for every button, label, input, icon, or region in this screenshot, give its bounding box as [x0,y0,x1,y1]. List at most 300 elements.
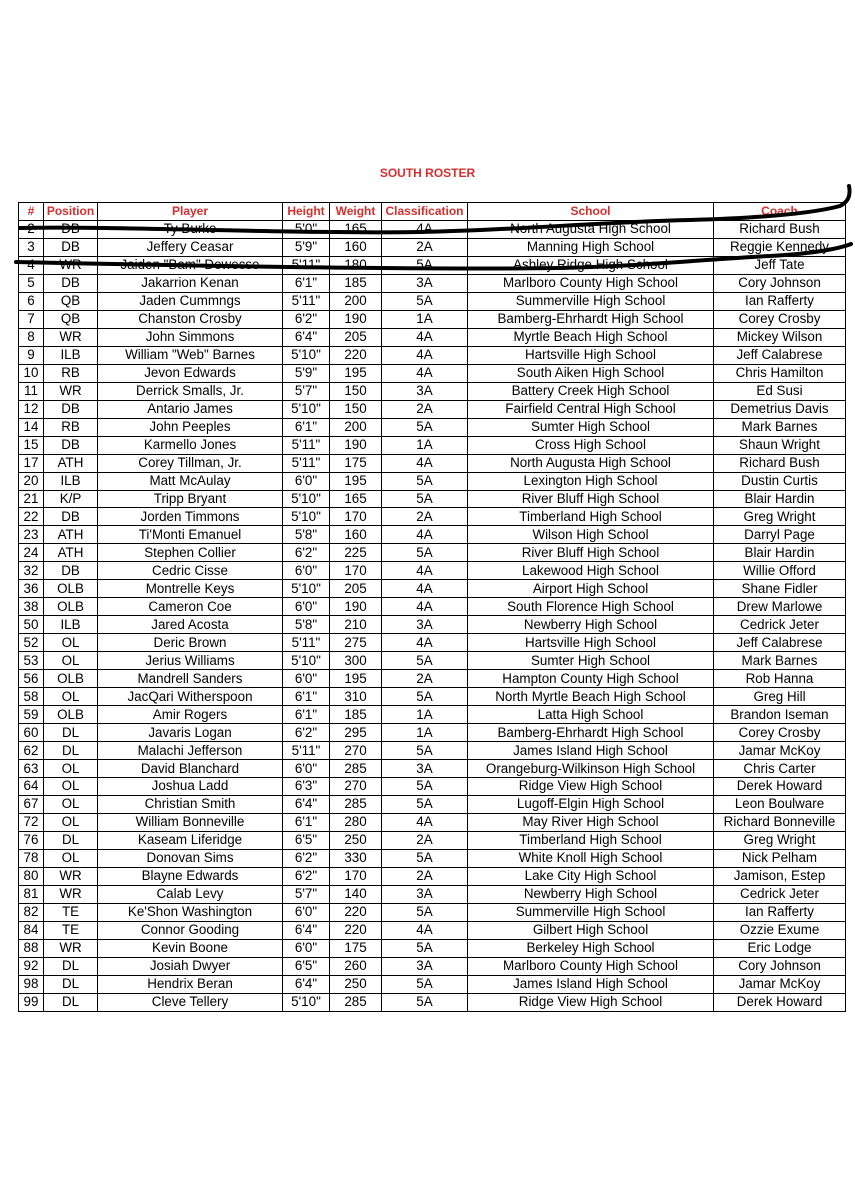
cell-number: 98 [19,975,44,993]
cell-classification: 3A [382,760,468,778]
cell-weight: 170 [330,508,382,526]
cell-position: OL [44,760,98,778]
cell-height: 6'0" [283,598,330,616]
cell-weight: 260 [330,957,382,975]
cell-position: ILB [44,472,98,490]
cell-position: OLB [44,598,98,616]
cell-height: 5'11" [283,292,330,310]
cell-coach: Mark Barnes [714,652,846,670]
cell-classification: 4A [382,813,468,831]
cell-player: Jerius Williams [98,652,283,670]
cell-position: OL [44,688,98,706]
column-header-position: Position [44,203,98,221]
cell-weight: 170 [330,562,382,580]
cell-player: Cedric Cisse [98,562,283,580]
cell-school: Marlboro County High School [468,957,714,975]
cell-school: White Knoll High School [468,849,714,867]
cell-school: Airport High School [468,580,714,598]
cell-coach: Jeff Calabrese [714,346,846,364]
cell-player: Chanston Crosby [98,310,283,328]
cell-coach: Corey Crosby [714,310,846,328]
cell-school: James Island High School [468,975,714,993]
cell-number: 78 [19,849,44,867]
cell-height: 5'10" [283,490,330,508]
cell-classification: 5A [382,849,468,867]
cell-player: Jared Acosta [98,616,283,634]
cell-number: 22 [19,508,44,526]
cell-height: 5'10" [283,993,330,1011]
cell-position: TE [44,921,98,939]
cell-height: 5'7" [283,885,330,903]
cell-school: Hartsville High School [468,346,714,364]
cell-number: 81 [19,885,44,903]
cell-coach: Rob Hanna [714,670,846,688]
cell-player: Hendrix Beran [98,975,283,993]
cell-school: Latta High School [468,706,714,724]
cell-classification: 5A [382,472,468,490]
cell-school: Wilson High School [468,526,714,544]
cell-height: 5'10" [283,652,330,670]
cell-weight: 160 [330,238,382,256]
cell-coach: Leon Boulware [714,795,846,813]
cell-number: 36 [19,580,44,598]
cell-height: 6'4" [283,975,330,993]
cell-coach: Dustin Curtis [714,472,846,490]
cell-number: 2 [19,220,44,238]
cell-school: Timberland High School [468,508,714,526]
cell-coach: Ed Susi [714,382,846,400]
cell-classification: 1A [382,310,468,328]
cell-weight: 295 [330,724,382,742]
cell-classification: 4A [382,526,468,544]
cell-player: Ti'Monti Emanuel [98,526,283,544]
cell-weight: 165 [330,220,382,238]
cell-school: Bamberg-Ehrhardt High School [468,310,714,328]
cell-player: Ty Burke [98,220,283,238]
cell-number: 76 [19,831,44,849]
cell-weight: 220 [330,346,382,364]
cell-school: Sumter High School [468,652,714,670]
cell-number: 58 [19,688,44,706]
cell-position: OL [44,778,98,796]
cell-player: Jevon Edwards [98,364,283,382]
cell-school: Ridge View High School [468,778,714,796]
cell-number: 23 [19,526,44,544]
cell-position: OLB [44,580,98,598]
cell-number: 60 [19,724,44,742]
cell-coach: Ian Rafferty [714,903,846,921]
cell-number: 50 [19,616,44,634]
column-header-weight: Weight [330,203,382,221]
cell-player: Jaiden "Bam" Dewecse [98,256,283,274]
cell-coach: Cory Johnson [714,274,846,292]
cell-position: TE [44,903,98,921]
cell-school: Manning High School [468,238,714,256]
cell-classification: 4A [382,364,468,382]
cell-weight: 250 [330,831,382,849]
cell-classification: 2A [382,867,468,885]
cell-weight: 225 [330,544,382,562]
column-header-coach: Coach [714,203,846,221]
cell-coach: Greg Hill [714,688,846,706]
cell-weight: 220 [330,903,382,921]
cell-position: QB [44,292,98,310]
cell-height: 6'1" [283,688,330,706]
cell-coach: Ozzie Exume [714,921,846,939]
cell-coach: Blair Hardin [714,490,846,508]
cell-height: 6'3" [283,778,330,796]
cell-classification: 3A [382,616,468,634]
cell-number: 10 [19,364,44,382]
cell-school: North Myrtle Beach High School [468,688,714,706]
cell-coach: Blair Hardin [714,544,846,562]
cell-player: Josiah Dwyer [98,957,283,975]
cell-weight: 140 [330,885,382,903]
cell-player: Christian Smith [98,795,283,813]
cell-coach: Eric Lodge [714,939,846,957]
cell-coach: Jeff Tate [714,256,846,274]
cell-height: 6'0" [283,939,330,957]
cell-position: K/P [44,490,98,508]
cell-height: 5'11" [283,454,330,472]
cell-classification: 3A [382,274,468,292]
cell-height: 5'11" [283,436,330,454]
cell-classification: 4A [382,328,468,346]
cell-position: WR [44,328,98,346]
cell-number: 8 [19,328,44,346]
cell-school: Myrtle Beach High School [468,328,714,346]
cell-coach: Ian Rafferty [714,292,846,310]
cell-height: 5'9" [283,364,330,382]
cell-weight: 285 [330,760,382,778]
cell-player: Calab Levy [98,885,283,903]
cell-height: 6'2" [283,544,330,562]
cell-classification: 4A [382,580,468,598]
cell-player: JacQari Witherspoon [98,688,283,706]
cell-classification: 4A [382,454,468,472]
cell-player: Karmello Jones [98,436,283,454]
cell-weight: 165 [330,490,382,508]
cell-height: 5'11" [283,256,330,274]
cell-height: 5'8" [283,616,330,634]
cell-school: Lakewood High School [468,562,714,580]
cell-position: WR [44,939,98,957]
cell-height: 6'0" [283,760,330,778]
cell-player: Ke'Shon Washington [98,903,283,921]
cell-player: Kaseam Liferidge [98,831,283,849]
cell-position: OLB [44,670,98,688]
cell-position: ATH [44,526,98,544]
cell-player: Deric Brown [98,634,283,652]
cell-player: Javaris Logan [98,724,283,742]
cell-player: William "Web" Barnes [98,346,283,364]
cell-coach: Richard Bonneville [714,813,846,831]
cell-school: Lugoff-Elgin High School [468,795,714,813]
cell-school: North Augusta High School [468,454,714,472]
cell-height: 6'0" [283,670,330,688]
cell-number: 24 [19,544,44,562]
cell-number: 21 [19,490,44,508]
cell-weight: 175 [330,939,382,957]
cell-weight: 190 [330,598,382,616]
cell-height: 6'0" [283,903,330,921]
cell-player: Blayne Edwards [98,867,283,885]
cell-weight: 150 [330,382,382,400]
cell-position: DB [44,220,98,238]
cell-height: 6'1" [283,274,330,292]
cell-height: 5'10" [283,508,330,526]
cell-player: Joshua Ladd [98,778,283,796]
cell-number: 72 [19,813,44,831]
cell-number: 64 [19,778,44,796]
cell-weight: 200 [330,418,382,436]
cell-height: 6'2" [283,310,330,328]
cell-height: 5'8" [283,526,330,544]
cell-player: Amir Rogers [98,706,283,724]
cell-height: 6'1" [283,813,330,831]
cell-position: RB [44,364,98,382]
cell-school: Sumter High School [468,418,714,436]
cell-number: 67 [19,795,44,813]
cell-school: Summerville High School [468,292,714,310]
cell-number: 17 [19,454,44,472]
cell-coach: Brandon Iseman [714,706,846,724]
cell-classification: 5A [382,292,468,310]
cell-position: WR [44,885,98,903]
cell-coach: Reggie Kennedy [714,238,846,256]
cell-school: Hartsville High School [468,634,714,652]
cell-height: 6'5" [283,831,330,849]
cell-weight: 280 [330,813,382,831]
cell-classification: 5A [382,418,468,436]
cell-player: Cameron Coe [98,598,283,616]
cell-number: 59 [19,706,44,724]
cell-height: 6'4" [283,328,330,346]
cell-school: Summerville High School [468,903,714,921]
cell-player: John Peeples [98,418,283,436]
cell-coach: Corey Crosby [714,724,846,742]
cell-weight: 205 [330,580,382,598]
cell-coach: Cedrick Jeter [714,616,846,634]
cell-player: Corey Tillman, Jr. [98,454,283,472]
cell-coach: Jeff Calabrese [714,634,846,652]
cell-number: 14 [19,418,44,436]
cell-school: Lake City High School [468,867,714,885]
cell-weight: 175 [330,454,382,472]
cell-coach: Jamar McKoy [714,742,846,760]
cell-school: Cross High School [468,436,714,454]
cell-school: North Augusta High School [468,220,714,238]
cell-player: Antario James [98,400,283,418]
cell-coach: Greg Wright [714,508,846,526]
cell-classification: 5A [382,652,468,670]
cell-position: DB [44,274,98,292]
cell-weight: 185 [330,274,382,292]
cell-classification: 2A [382,400,468,418]
cell-school: Newberry High School [468,885,714,903]
cell-classification: 2A [382,238,468,256]
cell-school: Battery Creek High School [468,382,714,400]
cell-coach: Derek Howard [714,778,846,796]
cell-classification: 5A [382,778,468,796]
cell-number: 52 [19,634,44,652]
cell-number: 11 [19,382,44,400]
cell-classification: 4A [382,634,468,652]
cell-school: Ashley Ridge High School [468,256,714,274]
cell-position: DL [44,742,98,760]
cell-position: WR [44,867,98,885]
cell-player: Cleve Tellery [98,993,283,1011]
cell-classification: 2A [382,508,468,526]
cell-school: South Aiken High School [468,364,714,382]
cell-height: 5'0" [283,220,330,238]
cell-weight: 200 [330,292,382,310]
cell-position: OL [44,795,98,813]
column-header-number: # [19,203,44,221]
page-title: SOUTH ROSTER [379,166,476,180]
cell-classification: 4A [382,921,468,939]
cell-coach: Jamison, Estep [714,867,846,885]
cell-classification: 5A [382,490,468,508]
cell-number: 4 [19,256,44,274]
cell-position: QB [44,310,98,328]
cell-position: OL [44,813,98,831]
cell-height: 5'11" [283,742,330,760]
cell-height: 6'2" [283,867,330,885]
cell-position: OL [44,849,98,867]
cell-coach: Derek Howard [714,993,846,1011]
cell-number: 82 [19,903,44,921]
cell-number: 62 [19,742,44,760]
cell-coach: Chris Carter [714,760,846,778]
cell-school: South Florence High School [468,598,714,616]
cell-classification: 5A [382,256,468,274]
cell-weight: 190 [330,436,382,454]
cell-number: 99 [19,993,44,1011]
cell-height: 6'1" [283,418,330,436]
cell-classification: 5A [382,903,468,921]
cell-height: 5'10" [283,400,330,418]
cell-coach: Richard Bush [714,220,846,238]
cell-classification: 1A [382,436,468,454]
cell-height: 6'2" [283,849,330,867]
cell-player: Jaden Cummngs [98,292,283,310]
cell-position: OLB [44,706,98,724]
cell-classification: 2A [382,831,468,849]
cell-position: WR [44,256,98,274]
cell-player: Mandrell Sanders [98,670,283,688]
cell-player: John Simmons [98,328,283,346]
cell-classification: 5A [382,742,468,760]
cell-weight: 275 [330,634,382,652]
column-header-height: Height [283,203,330,221]
cell-player: Montrelle Keys [98,580,283,598]
cell-height: 5'11" [283,634,330,652]
cell-player: Kevin Boone [98,939,283,957]
cell-classification: 4A [382,562,468,580]
cell-height: 6'5" [283,957,330,975]
cell-classification: 5A [382,795,468,813]
cell-number: 53 [19,652,44,670]
cell-height: 6'0" [283,472,330,490]
cell-player: Tripp Bryant [98,490,283,508]
cell-position: DB [44,400,98,418]
cell-school: Ridge View High School [468,993,714,1011]
cell-number: 38 [19,598,44,616]
cell-position: OL [44,634,98,652]
cell-number: 15 [19,436,44,454]
cell-height: 6'0" [283,562,330,580]
cell-weight: 160 [330,526,382,544]
cell-weight: 330 [330,849,382,867]
cell-coach: Mickey Wilson [714,328,846,346]
cell-school: Hampton County High School [468,670,714,688]
cell-weight: 150 [330,400,382,418]
cell-school: James Island High School [468,742,714,760]
cell-school: River Bluff High School [468,544,714,562]
cell-player: Jakarrion Kenan [98,274,283,292]
cell-classification: 3A [382,382,468,400]
cell-school: Bamberg-Ehrhardt High School [468,724,714,742]
cell-classification: 1A [382,724,468,742]
cell-classification: 5A [382,975,468,993]
cell-classification: 4A [382,220,468,238]
cell-school: Gilbert High School [468,921,714,939]
cell-weight: 205 [330,328,382,346]
cell-classification: 3A [382,885,468,903]
cell-classification: 5A [382,544,468,562]
cell-coach: Shaun Wright [714,436,846,454]
cell-player: Jeffery Ceasar [98,238,283,256]
cell-position: DL [44,831,98,849]
cell-player: David Blanchard [98,760,283,778]
cell-number: 63 [19,760,44,778]
cell-weight: 250 [330,975,382,993]
cell-number: 5 [19,274,44,292]
cell-position: DB [44,508,98,526]
cell-number: 88 [19,939,44,957]
cell-school: Marlboro County High School [468,274,714,292]
cell-number: 3 [19,238,44,256]
cell-player: Jorden Timmons [98,508,283,526]
cell-position: ILB [44,616,98,634]
cell-school: Lexington High School [468,472,714,490]
cell-weight: 210 [330,616,382,634]
cell-player: Donovan Sims [98,849,283,867]
cell-weight: 195 [330,670,382,688]
column-header-classification: Classification [382,203,468,221]
cell-coach: Willie Offord [714,562,846,580]
cell-classification: 5A [382,688,468,706]
cell-school: Berkeley High School [468,939,714,957]
cell-coach: Nick Pelham [714,849,846,867]
cell-weight: 270 [330,742,382,760]
cell-coach: Cedrick Jeter [714,885,846,903]
cell-height: 6'2" [283,724,330,742]
cell-weight: 195 [330,472,382,490]
cell-height: 5'9" [283,238,330,256]
cell-position: DL [44,993,98,1011]
cell-coach: Darryl Page [714,526,846,544]
cell-coach: Drew Marlowe [714,598,846,616]
cell-classification: 2A [382,670,468,688]
cell-coach: Richard Bush [714,454,846,472]
cell-player: Derrick Smalls, Jr. [98,382,283,400]
cell-coach: Shane Fidler [714,580,846,598]
cell-position: DL [44,975,98,993]
cell-position: RB [44,418,98,436]
cell-position: DB [44,562,98,580]
